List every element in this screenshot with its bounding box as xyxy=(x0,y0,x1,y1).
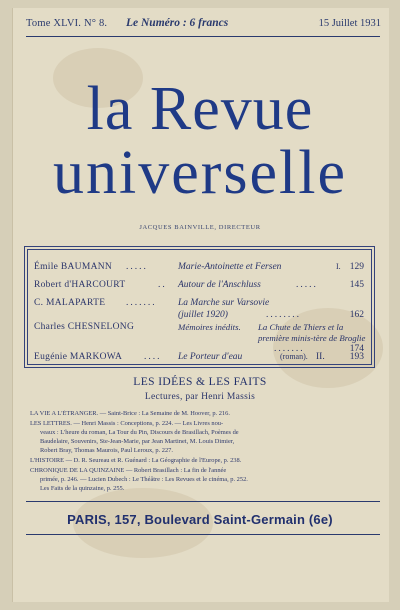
entry-title: Autour de l'Anschluss xyxy=(178,280,261,290)
entry-title: Mémoires inédits. xyxy=(178,322,241,332)
issue-date: 15 Juillet 1931 xyxy=(318,18,381,29)
contents-entry: Émile BAUMANN ..... Marie-Antoinette et Fersen I. 129 xyxy=(34,262,364,272)
ideas-line: LA VIE A L'ÉTRANGER. — Saint-Brice : La Semaine de M. Hoover, p. 216. xyxy=(30,410,230,417)
ideas-line: primée, p. 246. — Lucien Dubech : Le Théâtre : Les Revues et le cinéma, p. 252. xyxy=(40,476,248,483)
entry-page: 145 xyxy=(349,280,364,290)
entry-page: 129 xyxy=(349,262,364,272)
contents-entry: C. MALAPARTE ....... La Marche sur Varsovie xyxy=(34,298,270,308)
entry-part: I. xyxy=(336,262,341,271)
entry-subtitle: (juillet 1920) xyxy=(178,310,228,320)
entry-title: Marie-Antoinette et Fersen xyxy=(178,262,282,272)
entry-title: La Marche sur Varsovie xyxy=(178,298,270,308)
entry-page: 174 xyxy=(349,344,364,354)
footer-rule-bottom xyxy=(26,534,380,535)
entry-note: (roman). xyxy=(280,352,308,361)
publisher-address: PARIS, 157, Boulevard Saint-Germain (6e) xyxy=(67,512,333,527)
contents-entry: Robert d'HARCOURT .. Autour de l'Anschluss ..... 145 xyxy=(34,280,364,290)
director-line: JACQUES BAINVILLE, DIRECTEUR xyxy=(139,224,261,231)
entry-part: II. xyxy=(316,352,325,362)
entry-title: Le Porteur d'eau xyxy=(178,352,243,362)
ideas-line: L'HISTOIRE — D. R. Seureau et R. Guénard : La Géographie de l'Europe, p. 238. xyxy=(30,457,242,464)
issue-price: Le Numéro : 6 francs xyxy=(126,17,229,29)
section-title: LES IDÉES & LES FAITS xyxy=(133,376,267,388)
entry-author: Charles CHESNELONG xyxy=(34,322,135,332)
entry-page: 162 xyxy=(349,310,364,320)
entry-subtitle: La Chute de Thiers et la première minis-tère de Broglie xyxy=(258,322,366,343)
entry-author: Eugénie MARKOWA xyxy=(34,352,123,362)
section-subtitle: Lectures, par Henri Massis xyxy=(144,392,256,402)
header-rule xyxy=(26,36,380,37)
contents-entry: Eugénie MARKOWA .... Le Porteur d'eau (roman). II. 193 xyxy=(34,352,364,362)
issue-header xyxy=(26,14,381,34)
ideas-line: Robert Bray, Thomas Maurois, Paul Leroux, p. 227. xyxy=(40,447,173,454)
entry-author: Robert d'HARCOURT xyxy=(34,280,126,290)
ideas-line: Les Faits de la quinzaine, p. 255. xyxy=(40,485,125,492)
ideas-line: veaux : L'heure du roman, La Tour du Pin, Discours de Brasillach, Poèmes de xyxy=(40,429,239,436)
volume-number: Tome XLVI. N° 8. xyxy=(26,18,108,29)
footer-rule-top xyxy=(26,501,380,502)
ideas-line: Baudelaire, Souvenirs, Ste-Jean-Marie, par Jean Martinet, M. Louis Dimier, xyxy=(40,438,235,445)
ideas-line: CHRONIQUE DE LA QUINZAINE — Robert Brasillach : La fin de l'année xyxy=(30,467,227,474)
entry-author: Émile BAUMANN xyxy=(34,262,113,272)
entry-author: C. MALAPARTE xyxy=(34,298,106,308)
entry-page: 193 xyxy=(349,352,364,362)
masthead-line-1: la Revue xyxy=(86,75,314,143)
ideas-line: LES LETTRES. — Henri Massis : Conceptions, p. 224. — Les Livres nou- xyxy=(30,420,224,427)
masthead-line-2: universelle xyxy=(52,139,347,207)
